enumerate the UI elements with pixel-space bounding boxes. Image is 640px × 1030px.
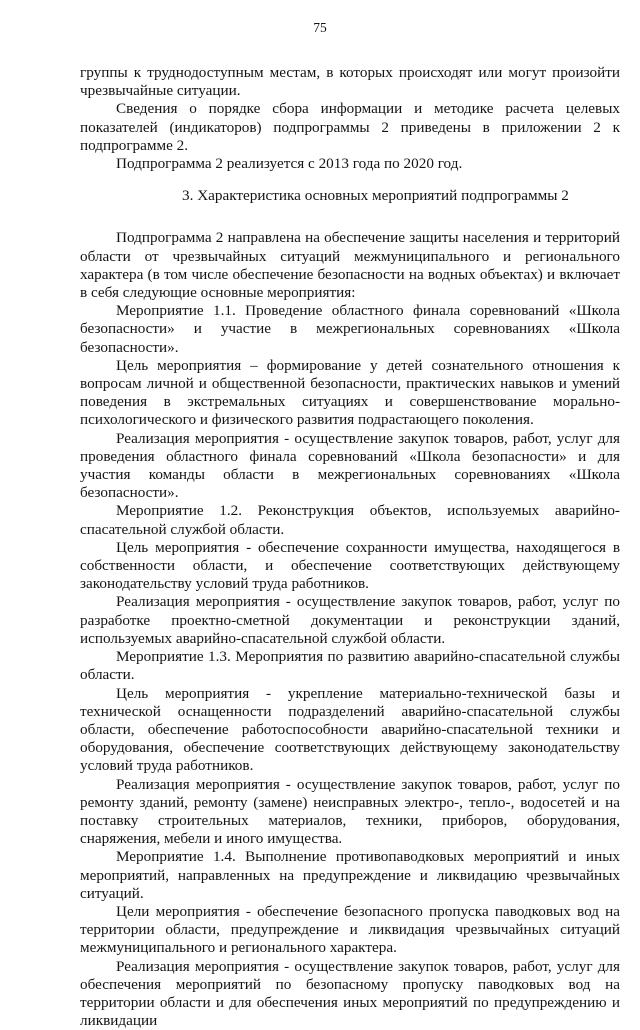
document-body — [80, 64, 620, 1030]
paragraph: Цели мероприятия - обеспечение безопасного пропуска паводковых вод на территории области, предупреждение и ликвидация чрезвычайных ситуаций межмуниципального и регионального характера. — [80, 902, 620, 957]
page-number: 75 — [313, 20, 327, 35]
paragraph: Цель мероприятия – формирование у детей сознательного отношения к вопросам личной и общественной безопасности, практических навыков и умений поведения в экстремальных ситуациях и совершенствование морально-психологического и физического развития подрастающего поколения. — [80, 356, 620, 429]
paragraph: Цель мероприятия - укрепление материально-технической базы и технической оснащенности подразделений аварийно-спасательной службы области, обеспечение работоспособности аварийно-спасательной техники и оборудования, обеспечение соответствующих действующему законодательству условий труда работников. — [80, 684, 620, 775]
paragraph: Сведения о порядке сбора информации и методике расчета целевых показателей (индикаторов) подпрограммы 2 приведены в приложении 2 к подпрограмме 2. — [80, 100, 620, 154]
paragraph-continuation: группы к труднодоступным местам, в которых происходят или могут произойти чрезвычайные ситуации. — [80, 64, 620, 100]
paragraph: Подпрограмма 2 направлена на обеспечение защиты населения и территорий области от чрезвычайных ситуаций межмуниципального и регионального характера (в том числе обеспечение безопасности на водных объектах) и включает в себя следующие основные мероприятия: — [80, 229, 620, 302]
paragraph: Реализация мероприятия - осуществление закупок товаров, работ, услуг по разработке проектно-сметной документации и реконструкции зданий, используемых аварийно-спасательной службой области. — [80, 593, 620, 647]
paragraph: Мероприятие 1.2. Реконструкция объектов, используемых аварийно-спасательной службой области. — [80, 502, 620, 538]
paragraph: Подпрограмма 2 реализуется с 2013 года по 2020 год. — [116, 155, 463, 173]
paragraph: Реализация мероприятия - осуществление закупок товаров, работ, услуг для проведения областного финала соревнований «Школа безопасности» и для участия команды области в межрегиональных соревнованиях «Школа безопасности». — [80, 429, 620, 502]
paragraph: Реализация мероприятия - осуществление закупок товаров, работ, услуг для обеспечения мероприятий по безопасному пропуску паводковых вод на территории области и для обеспечения иных мероприятий по предупреждению и ликвидации — [80, 957, 620, 1030]
paragraph: Мероприятие 1.3. Мероприятия по развитию аварийно-спасательной службы области. — [80, 648, 620, 684]
paragraph: Мероприятие 1.4. Выполнение противопаводковых мероприятий и иных мероприятий, направленных на предупреждение и ликвидацию чрезвычайных ситуаций. — [80, 848, 620, 902]
section-heading: 3. Характеристика основных мероприятий подпрограммы 2 — [182, 187, 569, 205]
paragraph: Цель мероприятия - обеспечение сохранности имущества, находящегося в собственности области, и обеспечение соответствующих действующему законодательству условий труда работников. — [80, 538, 620, 593]
paragraph: Мероприятие 1.1. Проведение областного финала соревнований «Школа безопасности» и участие в межрегиональных соревнованиях «Школа безопасности». — [80, 302, 620, 356]
paragraph: Реализация мероприятия - осуществление закупок товаров, работ, услуг по ремонту зданий, ремонту (замене) неисправных электро-, тепло-, водосетей и на поставку строительных материалов, техники, приборов, оборудования, снаряжения, мебели и иного имущества. — [80, 775, 620, 848]
